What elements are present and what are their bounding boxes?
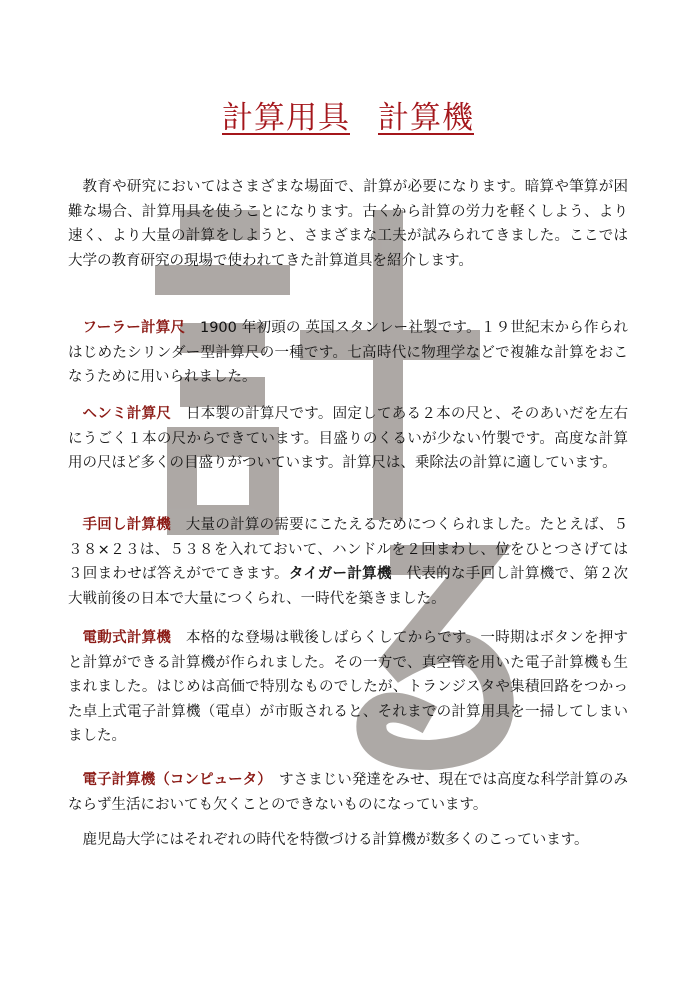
title-part-1: 計算用具 <box>222 100 350 136</box>
term-computer: 電子計算機（コンピュータ） <box>82 772 265 788</box>
page-title <box>68 92 628 137</box>
term-tiger: タイガー計算機 <box>288 566 392 583</box>
text-electric: 本格的な登場は戦後しばらくしてからです。一時期はボタンを押すと計算ができる計算機が作られました。その一方で、真空管を用いた電子計算機も生まれました。はじめは高価で特別なものでしたが、トランジスタや集積回路をつかった卓上式電子計算機（電卓）が市販されると、それまでの計算用具を一掃してしまいました。 <box>68 630 628 745</box>
section-computer <box>68 768 628 817</box>
text-hemmi: 日本製の計算尺です。固定してある２本の尺と、そのあいだを左右にうごく１本の尺からできています。目盛りのくるいが少ない竹製です。高度な計算用の尺ほど多くの目盛りがついています。計算尺は、乗除法の計算に適しています。 <box>68 406 629 472</box>
section-hand-crank <box>68 513 628 611</box>
section-electric <box>68 626 628 749</box>
intro-paragraph: 教育や研究においてはさまざまな場面で、計算が必要になります。暗算や筆算が困難な場合、計算用具を使うことになります。古くから計算の労力を軽くしよう、より速く、より大量の計算をしようと、さまざまな工夫が試みられてきました。ここでは大学の教育研究の現場で使われてきた計算道具を紹介します。 <box>68 179 628 269</box>
text-hand-crank: 大量の計算の需要にこたえるためにつくられました。たとえば、５３８×２３は、５３８を入れておいて、ハンドルを２回まわし、位をひとつさげては３回まわせば答えがでてきます。 <box>68 517 628 583</box>
text-tiger: 代表的な手回し計算機で、第２次大戦前後の日本で大量につくられ、一時代を築きました。 <box>68 566 628 607</box>
text-fuller: 1900 年初頭の 英国スタンレー社製です。１９世紀末から作られはじめたシリンダー型計算尺の一種です。七高時代に物理学などで複雑な計算をおこなうために用いられました。 <box>68 320 628 386</box>
closing-paragraph: 鹿児島大学にはそれぞれの時代を特徴づける計算機が数多くのこっています。 <box>82 832 589 848</box>
term-fuller: フーラー計算尺 <box>82 320 186 336</box>
term-electric: 電動式計算機 <box>82 630 172 646</box>
term-hand-crank: 手回し計算機 <box>82 517 172 533</box>
section-fuller <box>68 316 628 390</box>
section-hemmi <box>68 402 628 476</box>
title-part-2: 計算機 <box>378 100 474 136</box>
text-computer: すさまじい発達をみせ、現在では高度な科学計算のみならず生活においても欠くことのできないものになっています。 <box>68 772 628 813</box>
term-hemmi: ヘンミ計算尺 <box>82 406 172 422</box>
